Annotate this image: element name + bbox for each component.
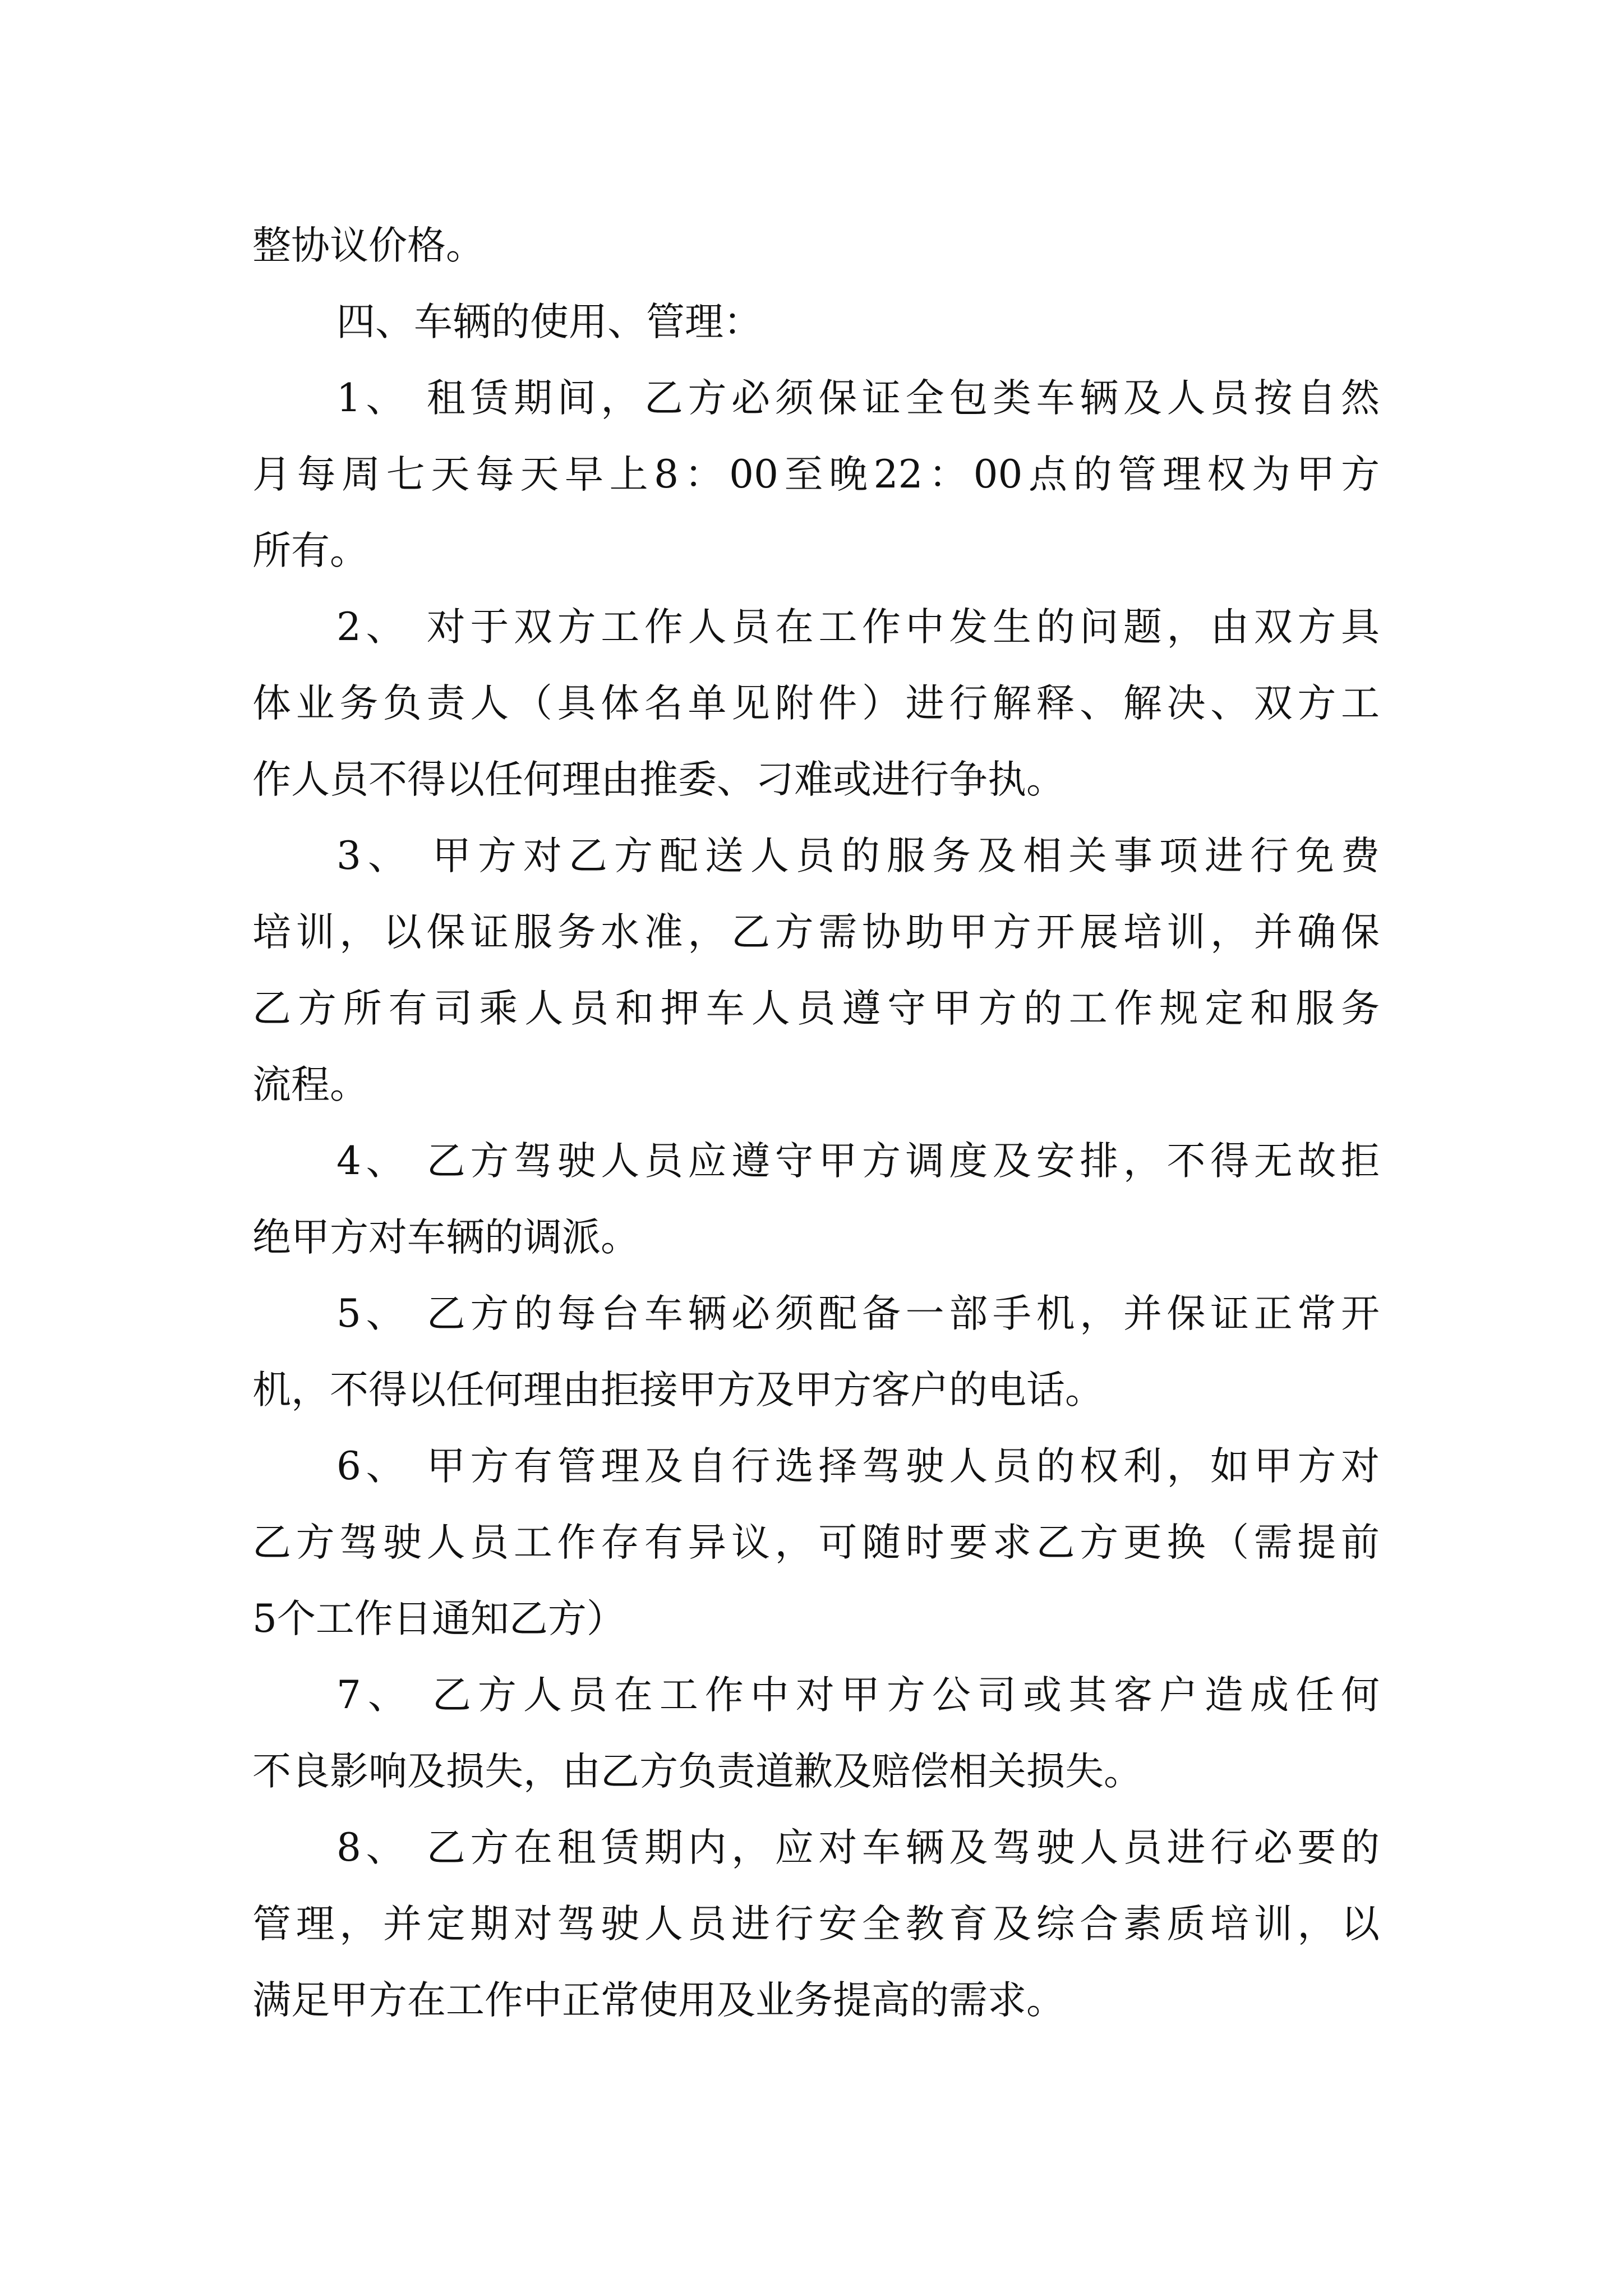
- paragraph-line: 4、 乙方驾驶人员应遵守甲方调度及安排，不得无故拒: [336, 1139, 1380, 1184]
- paragraph-line: 3、 甲方对乙方配送人员的服务及相关事项进行免费: [336, 834, 1380, 878]
- paragraph-line: 体业务负责人（具体名单见附件）进行解释、解决、双方工: [252, 681, 1380, 726]
- paragraph-line: 5个工作日通知乙方）: [252, 1596, 625, 1641]
- paragraph-line: 5、 乙方的每台车辆必须配备一部手机，并保证正常开: [336, 1291, 1380, 1336]
- paragraph-line: 2、 对于双方工作人员在工作中发生的问题，由双方具: [336, 605, 1380, 650]
- paragraph-line: 乙方驾驶人员工作存有异议，可随时要求乙方更换（需提前: [252, 1520, 1380, 1565]
- paragraph-line: 月每周七天每天早上8：00至晚22：00点的管理权为甲方: [252, 452, 1380, 497]
- paragraph-line: 1、 租赁期间，乙方必须保证全包类车辆及人员按自然: [336, 376, 1380, 421]
- section-heading: 四、车辆的使用、管理：: [336, 300, 762, 344]
- paragraph-line: 不良影响及损失，由乙方负责道歉及赔偿相关损失。: [252, 1749, 1142, 1794]
- paragraph-line: 培训，以保证服务水准，乙方需协助甲方开展培训，并确保: [252, 910, 1380, 955]
- paragraph-line: 7、 乙方人员在工作中对甲方公司或其客户造成任何: [336, 1673, 1380, 1718]
- paragraph-line: 作人员不得以任何理由推委、刁难或进行争执。: [252, 757, 1065, 802]
- paragraph-line: 管理，并定期对驾驶人员进行安全教育及综合素质培训，以: [252, 1902, 1380, 1947]
- paragraph-line: 乙方所有司乘人员和押车人员遵守甲方的工作规定和服务: [252, 986, 1380, 1031]
- document-body: [252, 208, 1380, 2039]
- paragraph-line: 所有。: [252, 528, 368, 573]
- paragraph-line: 8、 乙方在租赁期内，应对车辆及驾驶人员进行必要的: [336, 1825, 1380, 1870]
- paragraph-line: 满足甲方在工作中正常使用及业务提高的需求。: [252, 1978, 1065, 2023]
- paragraph-line: 整协议价格。: [252, 223, 485, 268]
- paragraph-line: 流程。: [252, 1062, 368, 1107]
- paragraph-line: 绝甲方对车辆的调派。: [252, 1215, 639, 1260]
- paragraph-line: 机，不得以任何理由拒接甲方及甲方客户的电话。: [252, 1368, 1104, 1412]
- paragraph-line: 6、 甲方有管理及自行选择驾驶人员的权利，如甲方对: [336, 1444, 1380, 1489]
